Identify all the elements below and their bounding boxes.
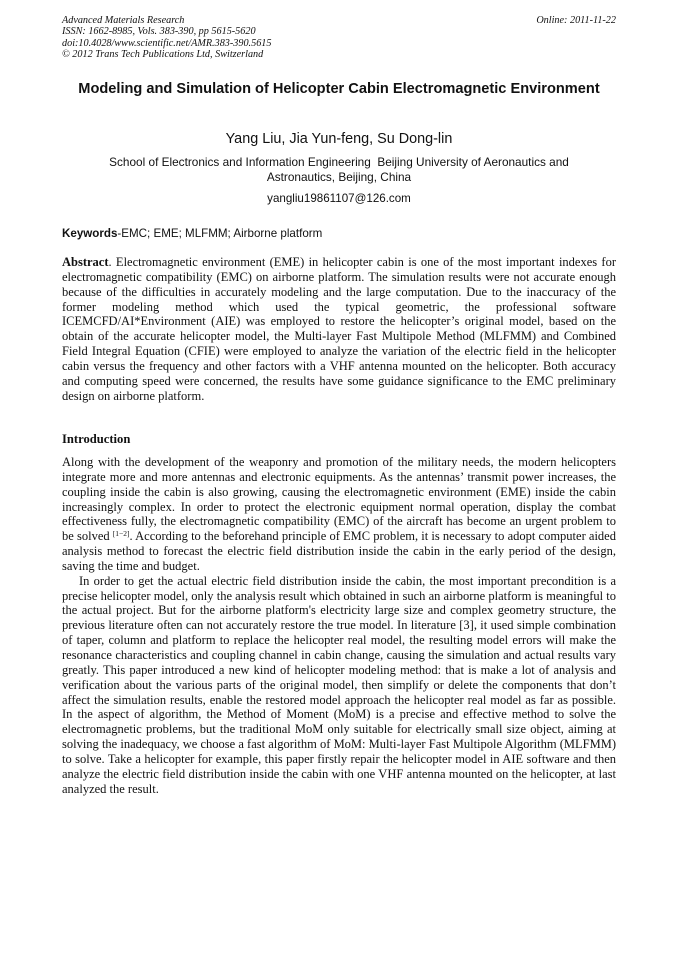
intro-p1-continued: . According to the beforehand principle of EMC problem, it is necessary to adopt computer aided analysis method to forecast the electric field distribution inside the cabin in the early period of the design, saving the time and budget. — [62, 529, 616, 573]
intro-paragraph-2: In order to get the actual electric field distribution inside the cabin, the most important precondition is a precise helicopter model, only the analysis result which obtained in such an airborne platform is meaningful to the actual project. But for the airborne platform's electricity large size and complex geometry structure, the previous literature often can not accurately restore the true model. In literature [3], it used simple combination of taper, column and platform to replace the helicopter real model, the resulting model errors will make the resonance characteristics and coupling channel in cabin change, causing the simulation and actual results vary greatly. This paper introduced a new kind of helicopter modeling method: that is make a lot of analysis and verification about the various parts of the original model, then simplify or delete the components that don’t affect the simulation results, enable the restored model approach the helicopter real model as far as possible. In the aspect of algorithm, the Method of Moment (MoM) is a precise and effective method to solve the electromagnetic problems, but the traditional MoM only suitable for electrically small size object, aiming at solving the inadequacy, we choose a fast algorithm of MoM: Multi-layer Fast Multipole Algorithm (MLFMM) to solve. Take a helicopter for example, this paper firstly repair the helicopter model in AIE software and then analyze the electric field distribution inside the cabin with one VHF antenna mounted on the helicopter, at last analyzed the result. — [62, 573, 616, 796]
intro-p1-text: Along with the development of the weaponry and promotion of the military needs, the modern helicopters integrate more and more antennas and electronic equipments. As the antennas’ transmit power increases, the coupling inside the cabin is also growing, causing the electromagnetic environment (EME) inside the cabin increasingly complex. In order to protect the electronic equipment normal operation, display the combat effectiveness fully, the electromagnetic compatibility (EMC) of the aircraft has become an urgent problem to be solved — [62, 455, 616, 544]
online-date: Online: 2011-11-22 — [536, 15, 616, 26]
author-email: yangliu19861107@126.com — [267, 192, 411, 205]
intro-paragraph-1 — [62, 455, 616, 574]
citation-ref: [1−2] — [112, 529, 130, 539]
author-list: Yang Liu, Jia Yun-feng, Su Dong-lin — [225, 131, 453, 147]
copyright-line: © 2012 Trans Tech Publications Ltd, Switzerland — [62, 48, 264, 60]
affiliation: School of Electronics and Information Engineering Beijing University of Aeronautics and Astronautics, Beijing, China — [109, 155, 572, 184]
keywords-label: Keywords — [62, 227, 118, 240]
paper-title: Modeling and Simulation of Helicopter Cabin Electromagnetic Environment — [78, 81, 600, 97]
abstract-paragraph — [62, 255, 616, 403]
issn-line: ISSN: 1662-8985, Vols. 383-390, pp 5615-5620 — [62, 26, 256, 38]
section-heading-introduction: Introduction — [62, 432, 131, 446]
abstract-label: Abstract — [62, 255, 109, 269]
doi-line: doi:10.4028/www.scientific.net/AMR.383-390.5615 — [62, 37, 272, 49]
publication-header — [62, 15, 616, 60]
keywords-text: -EMC; EME; MLFMM; Airborne platform — [117, 227, 323, 240]
journal-name: Advanced Materials Research — [62, 15, 185, 26]
abstract-text: . Electromagnetic environment (EME) in helicopter cabin is one of the most important indexes for electromagnetic compatibility (EMC) on airborne platform. The simulation results were not accurate enough because of the difficulties in accurately modeling and the large computation. Due to the inaccuracy of the former modeling method which used the typical geometric, the professional software ICEMCFD/AI*Environment (AIE) was employed to restore the helicopter’s original model, based on the obtain of the accurate helicopter model, the Multi-layer Fast Multipole Method (MLFMM) and Combined Field Integral Equation (CFIE) were employed to analyze the variation of the electric field in the helicopter cabin versus the frequency and other factors with a VHF antenna mounted on the helicopter. Both accuracy and computing speed were concerned, the results have some guidance significance to the EMC preliminary design on airborne platform. — [62, 255, 616, 403]
keywords-line — [62, 227, 616, 241]
introduction-body — [62, 455, 616, 796]
header-row — [62, 15, 616, 26]
